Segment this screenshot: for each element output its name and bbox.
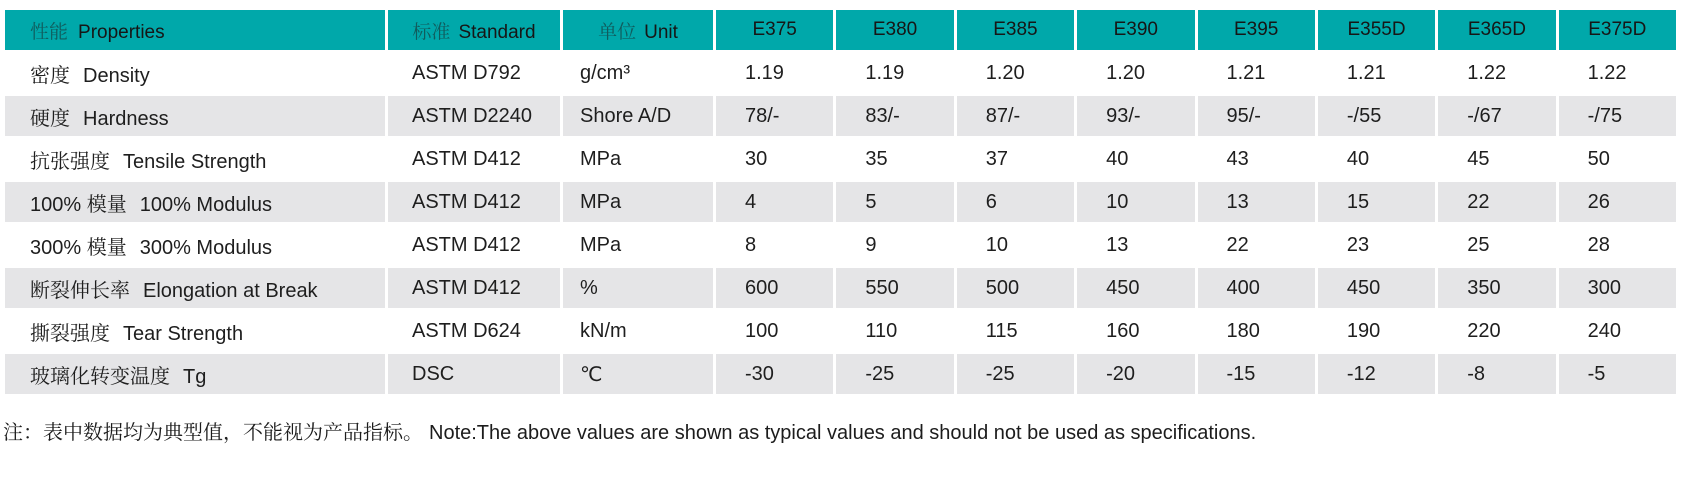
table-header (5, 10, 1676, 50)
table-row (5, 182, 1676, 222)
value-cell: 1.19 (716, 53, 833, 93)
value-cell: 450 (1318, 268, 1435, 308)
value-cell: 600 (716, 268, 833, 308)
value-cell: 6 (957, 182, 1074, 222)
value-cell: 110 (836, 311, 953, 351)
standard-cell: ASTM D624 (388, 311, 560, 351)
value-cell: -8 (1438, 354, 1555, 394)
property-cell (5, 139, 385, 179)
property-label-en: Density (83, 64, 150, 87)
value-cell: 87/- (957, 96, 1074, 136)
standard-cell: ASTM D412 (388, 268, 560, 308)
header-grade: E365D (1438, 10, 1555, 50)
value-cell: 240 (1559, 311, 1676, 351)
value-cell: 15 (1318, 182, 1435, 222)
header-grade: E375 (716, 10, 833, 50)
property-label-zh: 断裂伸长率 (30, 279, 130, 302)
property-label-en: Tensile Strength (123, 150, 267, 173)
value-cell: -30 (716, 354, 833, 394)
header-grade: E355D (1318, 10, 1435, 50)
property-label-zh: 抗张强度 (30, 150, 110, 173)
property-cell (5, 311, 385, 351)
header-properties-en: Properties (78, 21, 165, 43)
table-row (5, 268, 1676, 308)
unit-cell: Shore A/D (563, 96, 713, 136)
header-unit (563, 10, 713, 50)
property-cell (5, 96, 385, 136)
property-cell (5, 182, 385, 222)
value-cell: -5 (1559, 354, 1676, 394)
property-label-en: 100% Modulus (139, 193, 273, 216)
value-cell: 10 (1077, 182, 1194, 222)
value-cell: 40 (1318, 139, 1435, 179)
value-cell: 30 (716, 139, 833, 179)
value-cell: 1.22 (1438, 53, 1555, 93)
header-grade: E380 (836, 10, 953, 50)
value-cell: 1.20 (957, 53, 1074, 93)
value-cell: 300 (1559, 268, 1676, 308)
value-cell: 8 (716, 225, 833, 265)
standard-cell: ASTM D792 (388, 53, 560, 93)
value-cell: 160 (1077, 311, 1194, 351)
value-cell: 1.21 (1318, 53, 1435, 93)
value-cell: 23 (1318, 225, 1435, 265)
value-cell: 35 (836, 139, 953, 179)
property-label-en: Hardness (83, 107, 169, 130)
unit-cell: % (563, 268, 713, 308)
value-cell: 25 (1438, 225, 1555, 265)
standard-cell: ASTM D412 (388, 182, 560, 222)
table-row (5, 53, 1676, 93)
value-cell: 78/- (716, 96, 833, 136)
property-cell (5, 354, 385, 394)
value-cell: 22 (1198, 225, 1315, 265)
value-cell: -25 (957, 354, 1074, 394)
value-cell: -/75 (1559, 96, 1676, 136)
table-row (5, 96, 1676, 136)
value-cell: 1.21 (1198, 53, 1315, 93)
property-label-zh: 硬度 (30, 107, 70, 130)
unit-cell: kN/m (563, 311, 713, 351)
header-properties-zh: 性能 (30, 21, 69, 43)
header-grade: E395 (1198, 10, 1315, 50)
value-cell: 100 (716, 311, 833, 351)
footnote-zh: 注：表中数据均为典型值，不能视为产品指标。 (3, 422, 423, 444)
value-cell: 350 (1438, 268, 1555, 308)
value-cell: 1.19 (836, 53, 953, 93)
value-cell: 1.22 (1559, 53, 1676, 93)
value-cell: 10 (957, 225, 1074, 265)
table-row (5, 225, 1676, 265)
header-standard-en: Standard (458, 21, 536, 43)
value-cell: 1.20 (1077, 53, 1194, 93)
unit-cell: g/cm³ (563, 53, 713, 93)
footnote (3, 416, 1681, 445)
property-cell (5, 268, 385, 308)
property-label-zh: 300% 模量 (30, 236, 127, 259)
value-cell: 13 (1198, 182, 1315, 222)
unit-cell: ℃ (563, 354, 713, 394)
unit-cell: MPa (563, 225, 713, 265)
property-label-zh: 密度 (30, 64, 70, 87)
properties-table (2, 7, 1679, 397)
property-label-zh: 撕裂强度 (30, 322, 110, 345)
value-cell: 37 (957, 139, 1074, 179)
value-cell: -25 (836, 354, 953, 394)
value-cell: 450 (1077, 268, 1194, 308)
value-cell: 45 (1438, 139, 1555, 179)
value-cell: -20 (1077, 354, 1194, 394)
value-cell: 93/- (1077, 96, 1194, 136)
value-cell: 43 (1198, 139, 1315, 179)
header-standard (388, 10, 560, 50)
header-properties (5, 10, 385, 50)
table-row (5, 139, 1676, 179)
unit-cell: MPa (563, 182, 713, 222)
value-cell: 4 (716, 182, 833, 222)
standard-cell: DSC (388, 354, 560, 394)
value-cell: 500 (957, 268, 1074, 308)
value-cell: 50 (1559, 139, 1676, 179)
value-cell: -12 (1318, 354, 1435, 394)
property-label-zh: 玻璃化转变温度 (30, 365, 170, 388)
value-cell: 180 (1198, 311, 1315, 351)
value-cell: 220 (1438, 311, 1555, 351)
value-cell: 190 (1318, 311, 1435, 351)
table-body (5, 53, 1676, 394)
value-cell: -/55 (1318, 96, 1435, 136)
table-row (5, 311, 1676, 351)
footnote-en: Note:The above values are shown as typical values and should not be used as specifications. (429, 422, 1257, 444)
value-cell: 83/- (836, 96, 953, 136)
value-cell: 550 (836, 268, 953, 308)
standard-cell: ASTM D412 (388, 225, 560, 265)
value-cell: 13 (1077, 225, 1194, 265)
property-label-en: Tear Strength (123, 322, 244, 345)
property-cell (5, 53, 385, 93)
value-cell: 95/- (1198, 96, 1315, 136)
unit-cell: MPa (563, 139, 713, 179)
value-cell: 5 (836, 182, 953, 222)
header-grade: E385 (957, 10, 1074, 50)
property-label-zh: 100% 模量 (30, 193, 127, 216)
header-row (5, 10, 1676, 50)
standard-cell: ASTM D2240 (388, 96, 560, 136)
header-standard-zh: 标准 (412, 21, 451, 43)
property-label-en: Tg (183, 365, 207, 388)
property-cell (5, 225, 385, 265)
table-row (5, 354, 1676, 394)
header-unit-en: Unit (644, 21, 678, 43)
value-cell: 40 (1077, 139, 1194, 179)
value-cell: 28 (1559, 225, 1676, 265)
value-cell: -/67 (1438, 96, 1555, 136)
property-label-en: Elongation at Break (143, 279, 318, 302)
standard-cell: ASTM D412 (388, 139, 560, 179)
value-cell: 9 (836, 225, 953, 265)
header-grade: E375D (1559, 10, 1676, 50)
header-grade: E390 (1077, 10, 1194, 50)
header-unit-zh: 单位 (598, 21, 637, 43)
value-cell: 26 (1559, 182, 1676, 222)
value-cell: 115 (957, 311, 1074, 351)
value-cell: 22 (1438, 182, 1555, 222)
property-label-en: 300% Modulus (139, 236, 273, 259)
value-cell: -15 (1198, 354, 1315, 394)
value-cell: 400 (1198, 268, 1315, 308)
